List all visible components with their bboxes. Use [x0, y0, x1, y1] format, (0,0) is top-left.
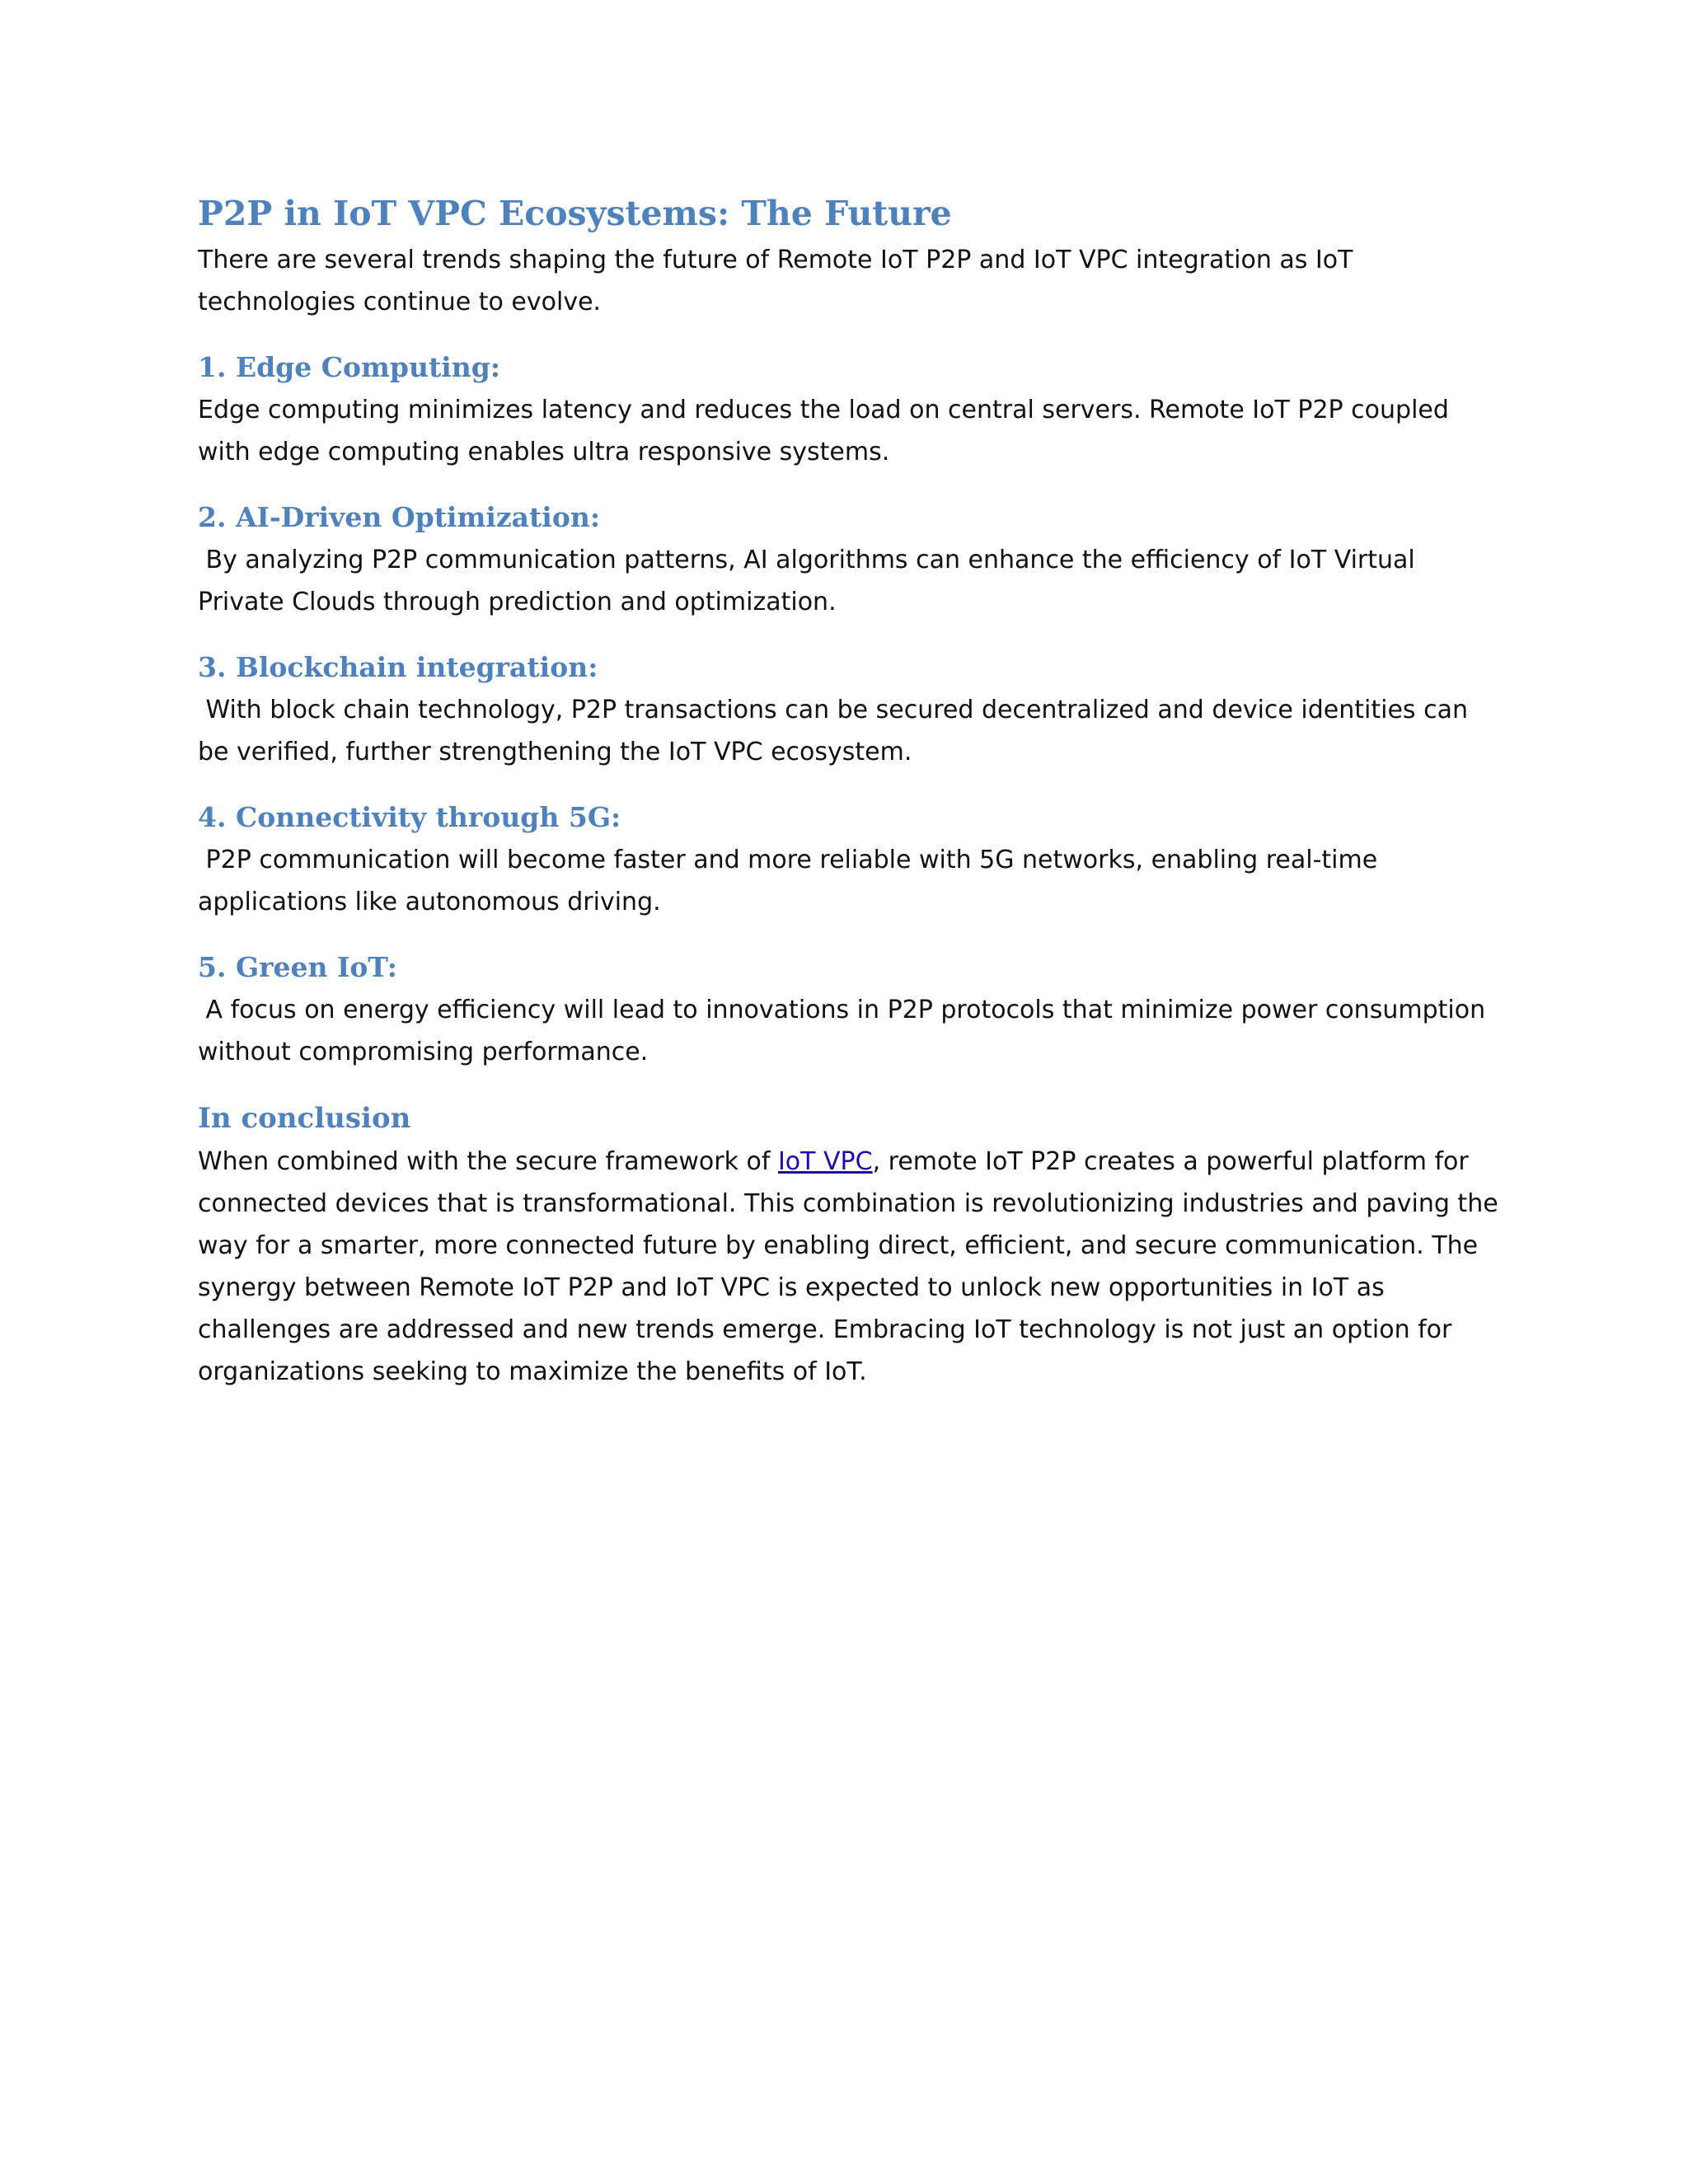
trend-heading: 4. Connectivity through 5G:: [198, 801, 621, 833]
trend-body: Edge computing minimizes latency and reduces the load on central servers. Remote IoT P2P coupled with edge computing enables ultra responsive systems.: [198, 396, 1449, 466]
trend-body: With block chain technology, P2P transactions can be secured decentralized and device identities can be verified, further strengthening the IoT VPC ecosystem.: [198, 696, 1476, 766]
conclusion-text-end: , remote IoT P2P creates a powerful platform for connected devices that is transformational. This combination is revolutionizing industries and paving the way for a smarter, more connected future by enabling direct, efficient, and secure communication. The synergy between Remote IoT P2P and IoT VPC is expected to unlock new opportunities in IoT as challenges are addressed and new trends emerge. Embracing IoT technology is not just an option for organizations seeking to maximize the benefits of IoT.: [198, 1147, 1498, 1386]
trend-section-ai-optimization: [198, 498, 1500, 623]
trend-section-5g: [198, 798, 1500, 923]
conclusion-paragraph: [198, 1141, 1500, 1393]
iot-vpc-link[interactable]: IoT VPC: [777, 1147, 873, 1176]
conclusion-section: [198, 1098, 1500, 1393]
trend-heading: 3. Blockchain integration:: [198, 651, 598, 683]
trend-body: A focus on energy efficiency will lead to innovations in P2P protocols that minimize power consumption without compromising performance.: [198, 996, 1493, 1066]
conclusion-text-start: When combined with the secure framework of: [198, 1147, 778, 1176]
trend-section-blockchain: [198, 648, 1500, 773]
trend-section-green-iot: [198, 948, 1500, 1073]
trend-heading: 2. AI-Driven Optimization:: [198, 501, 601, 533]
intro-paragraph: There are several trends shaping the future of Remote IoT P2P and IoT VPC integration as IoT technologies continue to evolve.: [198, 246, 1353, 316]
trend-section-edge-computing: [198, 348, 1500, 473]
conclusion-heading: In conclusion: [198, 1102, 411, 1135]
trend-body: By analyzing P2P communication patterns, AI algorithms can enhance the efficiency of IoT Virtual Private Clouds through prediction and optimization.: [198, 546, 1423, 616]
page-title: P2P in IoT VPC Ecosystems: The Future: [198, 194, 952, 233]
trend-body: P2P communication will become faster and more reliable with 5G networks, enabling real-time applications like autonomous driving.: [198, 846, 1386, 916]
document-page: [198, 190, 1500, 1393]
trend-heading: 5. Green IoT:: [198, 951, 397, 983]
trend-heading: 1. Edge Computing:: [198, 351, 501, 383]
